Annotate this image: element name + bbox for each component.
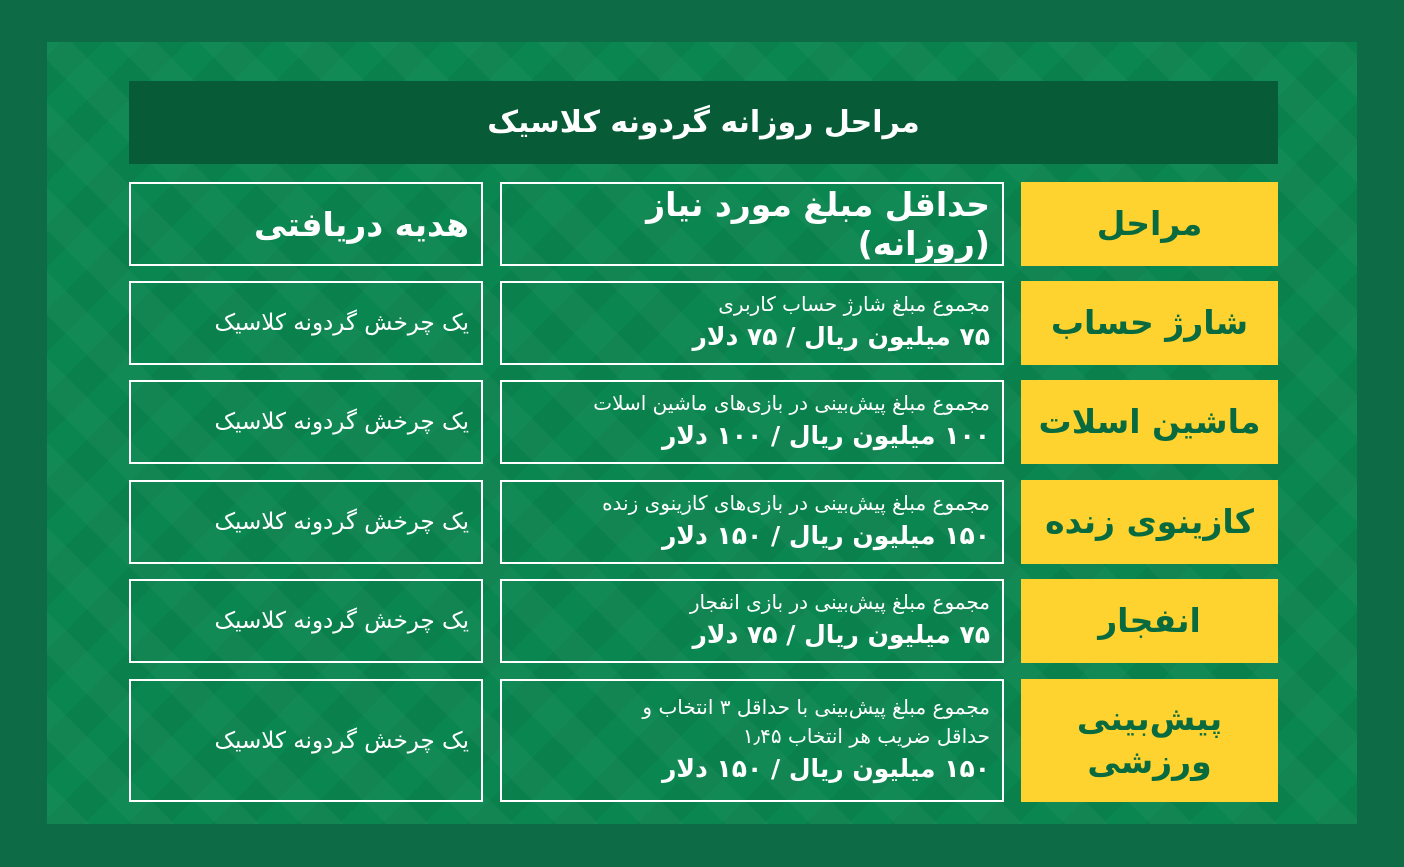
requirement-text: مجموع مبلغ پیش‌بینی در بازی انفجار	[689, 590, 990, 615]
requirement-cell	[500, 380, 1004, 464]
requirement-text: مجموع مبلغ پیش‌بینی با حداقل ۳ انتخاب و	[642, 695, 990, 720]
stage-cell: شارژ حساب	[1021, 281, 1278, 365]
requirement-cell	[500, 281, 1004, 365]
stage-cell: پیش‌بینی ورزشی	[1021, 679, 1278, 802]
requirement-text-line2: حداقل ضریب هر انتخاب ۱٫۴۵	[742, 724, 990, 749]
gift-cell: یک چرخش گردونه کلاسیک	[129, 380, 483, 464]
gift-cell: یک چرخش گردونه کلاسیک	[129, 579, 483, 663]
header-requirement-cell: حداقل مبلغ مورد نیاز (روزانه)	[500, 182, 1004, 266]
requirement-cell	[500, 579, 1004, 663]
requirement-text: مجموع مبلغ پیش‌بینی در بازی‌های کازینوی زنده	[602, 491, 990, 516]
requirement-amount: ۱۵۰ میلیون ریال / ۱۵۰ دلار	[661, 521, 990, 551]
gift-cell: یک چرخش گردونه کلاسیک	[129, 281, 483, 365]
requirement-cell	[500, 480, 1004, 564]
stage-cell: ماشین اسلات	[1021, 380, 1278, 464]
header-gift-cell: هدیه دریافتی	[129, 182, 483, 266]
page-title: مراحل روزانه گردونه کلاسیک	[129, 81, 1278, 164]
stage-cell: انفجار	[1021, 579, 1278, 663]
requirement-cell	[500, 679, 1004, 802]
requirement-amount: ۱۵۰ میلیون ریال / ۱۵۰ دلار	[661, 754, 990, 784]
gift-cell: یک چرخش گردونه کلاسیک	[129, 480, 483, 564]
requirement-text: مجموع مبلغ پیش‌بینی در بازی‌های ماشین اسلات	[593, 391, 990, 416]
header-stage-cell: مراحل	[1021, 182, 1278, 266]
stage-cell: کازینوی زنده	[1021, 480, 1278, 564]
requirement-amount: ۷۵ میلیون ریال / ۷۵ دلار	[692, 620, 990, 650]
gift-cell: یک چرخش گردونه کلاسیک	[129, 679, 483, 802]
requirement-amount: ۷۵ میلیون ریال / ۷۵ دلار	[692, 322, 990, 352]
requirement-amount: ۱۰۰ میلیون ریال / ۱۰۰ دلار	[661, 421, 990, 451]
requirement-text: مجموع مبلغ شارژ حساب کاربری	[718, 292, 990, 317]
